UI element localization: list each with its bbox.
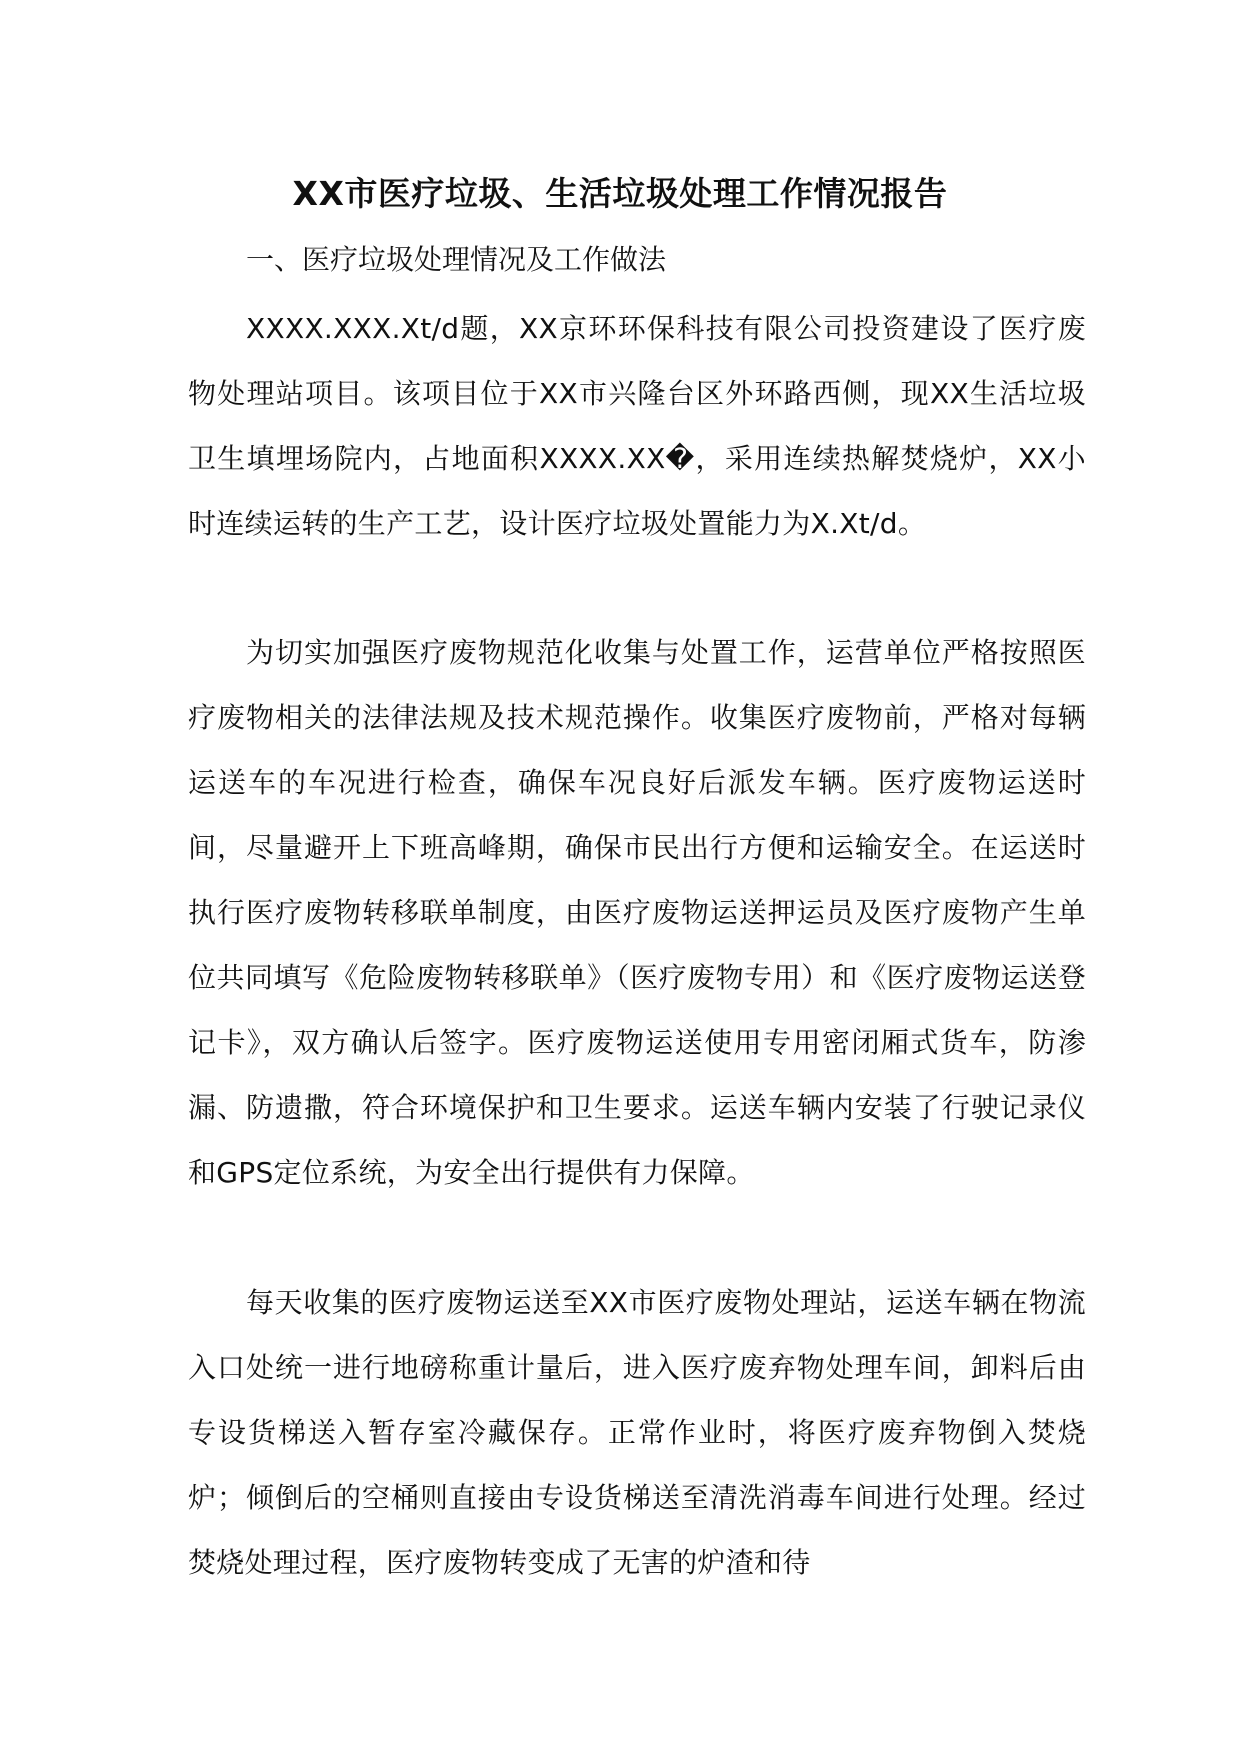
paragraph: 为切实加强医疗废物规范化收集与处置工作，运营单位严格按照医疗废物相关的法律法规及技术规范操作。收集医疗废物前，严格对每辆运送车的车况进行检查，确保车况良好后派发车辆。医疗废物运送时间，尽量避开上下班高峰期，确保市民出行方便和运输安全。在运送时执行医疗废物转移联单制度，由医疗废物运送押运员及医疗废物产生单位共同填写《危险废物转移联单》（医疗废物专用）和《医疗废物运送登记卡》，双方确认后签字。医疗废物运送使用专用密闭厢式货车，防渗漏、防遗撒，符合环境保护和卫生要求。运送车辆内安装了行驶记录仪和GPS定位系统，为安全出行提供有力保障。 xyxy=(188,636,1086,1189)
paragraph: 每天收集的医疗废物运送至XX市医疗废物处理站，运送车辆在物流入口处统一进行地磅称重计量后，进入医疗废弃物处理车间，卸料后由专设货梯送入暂存室冷藏保存。正常作业时，将医疗废弃物倒入焚烧炉；倾倒后的空桶则直接由专设货梯送至清洗消毒车间进行处理。经过焚烧处理过程，医疗废物转变成了无害的炉渣和待 xyxy=(188,1286,1086,1579)
section-heading: 一、医疗垃圾处理情况及工作做法 xyxy=(246,243,667,276)
document-title: XX市医疗垃圾、生活垃圾处理工作情况报告 xyxy=(292,174,948,213)
paragraph: XXXX.XXX.Xt/d题，XX京环环保科技有限公司投资建设了医疗废物处理站项目。该项目位于XX市兴隆台区外环路西侧，现XX生活垃圾卫生填埋场院内，占地面积XXXX.XX�，采用连续热解焚烧炉，XX小时连续运转的生产工艺，设计医疗垃圾处置能力为X.Xt/d。 xyxy=(188,312,1086,540)
